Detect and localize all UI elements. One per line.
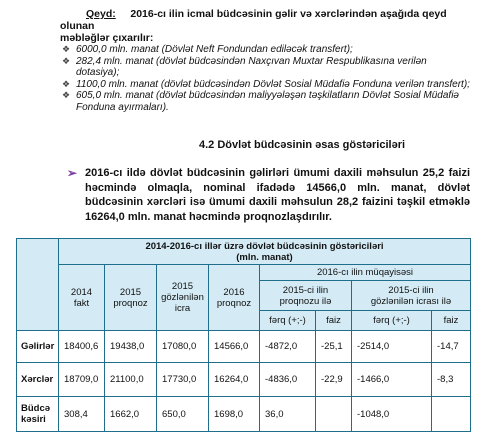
vs-forecast-line: proqnozu ilə (279, 295, 332, 307)
col-header-sub: fakt (73, 297, 90, 309)
table-cell (432, 397, 471, 432)
table-cell (316, 397, 352, 432)
arrow-bullet-icon: ➢ (67, 166, 78, 180)
row-label: Xərclər (17, 363, 59, 397)
table-cell: -14,7 (432, 331, 471, 363)
table-cell: 1662,0 (105, 397, 157, 432)
table-cell: 16264,0 (209, 363, 260, 397)
note-intro-text-1: 2016-cı ilin icmal büdcəsinin gəlir və xərclərindən aşağıda qeyd olunan (60, 8, 447, 32)
diamond-bullet-icon: ❖ (62, 44, 71, 54)
vs-forecast-line: 2015-ci ilin (282, 284, 329, 296)
table-cell: 650,0 (157, 397, 209, 432)
table-title-line-1: 2014-2016-cı illər üzrə dövlət büdcəsinin göstəriciləri (145, 240, 384, 252)
comparison-header: 2016-cı ilin müqayisəsi (260, 265, 471, 281)
col-header-year: 2016 (223, 286, 245, 298)
table-cell: 19438,0 (105, 331, 157, 363)
table-cell: 308,4 (59, 397, 105, 432)
summary-paragraph (67, 166, 470, 224)
col-header-year: 2015 (171, 281, 194, 292)
table-cell: -25,1 (316, 331, 352, 363)
col-header-year: 2014 (70, 286, 93, 298)
diff-header: fərq (+;-) (352, 311, 432, 331)
col-header-year: 2015 (119, 286, 142, 298)
table-cell: -4872,0 (260, 331, 316, 363)
table-row (17, 331, 471, 363)
table-cell: 17080,0 (157, 331, 209, 363)
table-title (59, 239, 471, 265)
note-bullet (60, 79, 472, 91)
col-header-sub: gözlənilən (161, 292, 204, 303)
table-cell: -1048,0 (352, 397, 432, 432)
note-bullet (60, 44, 472, 56)
col-header-2015-expected (157, 265, 209, 331)
table-cell: -8,3 (432, 363, 471, 397)
note-intro-text-2: məbləğlər çıxarılır: (60, 32, 154, 44)
vs-expected-line: 2015-ci ilin (388, 284, 434, 296)
section-title: 4.2 Dövlət büdcəsinin əsas göstəriciləri (199, 139, 406, 151)
col-header-sub: icra (174, 303, 191, 314)
col-header-sub: proqnoz (216, 297, 252, 309)
note-block (60, 8, 472, 113)
table-cell: 36,0 (260, 397, 316, 432)
col-header-2015-forecast (105, 265, 157, 331)
table-cell: -1466,0 (352, 363, 432, 397)
table-cell: 1698,0 (209, 397, 260, 432)
table-title-line-2: (mln. manat) (236, 251, 293, 263)
table-cell: 21100,0 (105, 363, 157, 397)
col-header-2014 (59, 265, 105, 331)
table-cell: 17730,0 (157, 363, 209, 397)
note-intro (60, 8, 472, 32)
diamond-bullet-icon: ❖ (62, 90, 71, 100)
table-cell: 18400,6 (59, 331, 105, 363)
table-row (17, 397, 471, 432)
diamond-bullet-icon: ❖ (62, 55, 71, 66)
table-row (17, 363, 471, 397)
note-bullet-text: 6000,0 mln. manat (Dövlət Neft Fondundan ediləcək transfert); (76, 44, 353, 55)
pct-header: faiz (316, 311, 352, 331)
table-cell: 18709,0 (59, 363, 105, 397)
note-bullet (60, 90, 472, 113)
table-cell: -4836,0 (260, 363, 316, 397)
note-bullet-text: 1100,0 mln. manat (dövlət büdcəsindən Dövlət Sosial Müdafiə Fonduna verilən transfert); (76, 78, 470, 90)
diamond-bullet-icon: ❖ (62, 78, 71, 89)
vs-forecast-header (260, 281, 352, 311)
vs-expected-line: gözlənilən icrası ilə (370, 295, 452, 307)
note-bullet-text: 282,4 mln. manat (dövlət büdcəsindən Naxçıvan Muxtar Respublikasına verilən dotasiya); (76, 55, 427, 78)
row-label: Gəlirlər (17, 331, 59, 363)
note-bullet (60, 56, 472, 79)
summary-paragraph-text: 2016-cı ildə dövlət büdcəsinin gəlirləri ümumi daxili məhsulun 25,2 faizi həcmində olmaqla, nominal ifadədə 14566,0 mln. manat, dövlət büdcəsinin xərcləri isə ümumi daxili məhsulun 28,2 faizini təşkil etməklə 16264,0 mln. manat həcmində proqnozlaşdırılır. (85, 167, 470, 223)
vs-expected-header (352, 281, 471, 311)
budget-table (16, 238, 471, 432)
pct-header: faiz (432, 311, 471, 331)
table-cell: -22,9 (316, 363, 352, 397)
col-header-sub: proqnoz (113, 297, 148, 309)
table-cell: 14566,0 (209, 331, 260, 363)
col-header-2016-forecast (209, 265, 260, 331)
row-label: Büdcə kəsiri (17, 397, 59, 432)
diff-header: fərq (+;-) (260, 311, 316, 331)
note-label: Qeyd: (86, 8, 116, 20)
table-corner-cell (17, 239, 59, 331)
note-bullet-list (60, 44, 472, 113)
table-cell: -2514,0 (352, 331, 432, 363)
note-bullet-text: 605,0 mln. manat (dövlət büdcəsindən maliyyələşən təşkilatların Dövlət Sosial Müdafiə Fonduna ayırmaları). (76, 90, 459, 113)
